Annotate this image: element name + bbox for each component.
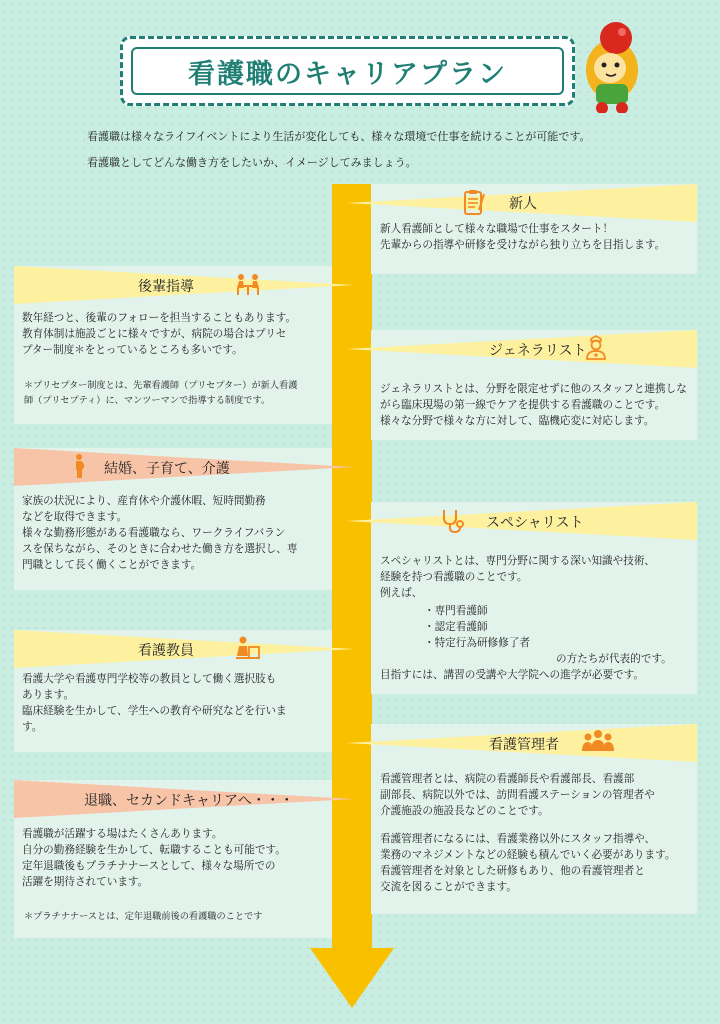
text-taishoku-3: 定年退職後もプラチナナースとして、様々な場所での [22,860,276,872]
text-kanri-4: 看護管理者になるには、看護業務以外にスタッフ指導や、 [380,833,656,845]
intro-line-1: 看護職は様々なライフイベントにより生活が変化しても、様々な環境で仕事を続けることが可能です。 [87,130,591,143]
text-shinjin-1: 新人看護師として様々な職場で仕事をスタート！ [380,223,614,235]
intro-line-2: 看護職としてどんな働き方をしたいか、イメージしてみましょう。 [87,156,417,169]
text-taishoku-2: 自分の勤務経験を生かして、転職することも可能です。 [22,844,286,856]
text-kanri-7: 交流を図ることができます。 [380,881,517,893]
text-kanri-5: 業務のマネジメントなどの経験も積んでいく必要があります。 [380,849,676,861]
list-item-specialist-2: ・認定看護師 [424,621,488,633]
text-specialist-tail: の方たちが代表的です。 [556,653,672,665]
clipboard-icon [460,188,488,216]
meeting-icon [234,270,262,298]
text-kekkon-2: などを取得できます。 [22,511,128,523]
text-generalist-3: 様々な分野で様々な方に対して、臨機応変に対応します。 [380,415,655,427]
stage-label-shinjin: 新人 [509,196,537,212]
text-kekkon-3: 様々な勤務形態がある看護職なら、ワークライフバラン [22,527,286,539]
text-kanri-1: 看護管理者とは、病院の看護師長や看護部長、看護部 [380,773,635,785]
title-box [120,36,575,106]
timeline-arrow-shaft [332,184,372,949]
text-kyoin-3: 臨床経験を生かして、学生への教育や研究などを行いま [22,705,287,717]
text-specialist-last: 目指すには、講習の受講や大学院への進学が必要です。 [380,669,644,681]
stage-label-specialist: スペシャリスト [486,515,584,531]
mascot-illustration [572,18,652,113]
text-taishoku-4: 活躍を期待されています。 [22,876,149,888]
text-specialist-3: 例えば、 [380,587,423,599]
stage-label-kyoin: 看護教員 [138,643,194,659]
note-taishoku: ＊プラチナナースとは、定年退職前後の看護職のことです [24,911,263,922]
text-generalist-1: ジェネラリストとは、分野を限定せずに他のスタッフと連携しな [380,383,687,395]
text-shinjin-2: 先輩からの指導や研修を受けながら独り立ちを目指します。 [380,239,666,251]
text-kanri-3: 介護施設の施設長などのことです。 [380,805,549,817]
stage-label-kouhai: 後輩指導 [138,279,194,295]
title-frame [131,47,564,95]
text-taishoku-1: 看護職が活躍する場はたくさんあります。 [22,828,223,840]
stage-label-generalist: ジェネラリスト [489,343,587,359]
note-kouhai-1: ＊プリセプター制度とは、先輩看護師（プリセプター）が新人看護 [24,380,298,391]
stethoscope-icon [438,507,466,535]
stage-label-kanri: 看護管理者 [489,737,559,753]
pregnant-icon [66,452,94,480]
text-kouhai-2: 教育体制は施設ごとに様々ですが、病院の場合はプリセ [22,328,287,340]
text-kekkon-1: 家族の状況により、産育休や介護休暇、短時間勤務 [22,495,266,507]
teacher-icon [234,634,262,662]
text-kyoin-4: す。 [22,721,43,733]
note-kouhai-2: 師（プリセプティ）に、マンツーマンで指導する制度です。 [24,395,271,406]
stage-label-kekkon: 結婚、子育て、介護 [104,461,230,477]
text-specialist-1: スペシャリストとは、専門分野に関する深い知識や技術、 [380,555,656,567]
text-kouhai-1: 数年経つと、後輩のフォローを担当することもあります。 [22,312,297,324]
page-title: 看護職のキャリアプラン [188,58,507,90]
text-kanri-2: 副部長、病院以外では、訪問看護ステーションの管理者や [380,789,655,801]
text-kyoin-1: 看護大学や看護専門学校等の教員として働く選択肢も [22,673,277,685]
stage-label-taishoku: 退職、セカンドキャリアへ・・・ [84,793,294,809]
text-kekkon-5: 門職として長く働くことができます。 [22,559,202,571]
text-kanri-6: 看護管理者を対象とした研修もあり、他の看護管理者と [380,865,645,877]
text-kouhai-3: プター制度＊をとっているところも多いです。 [22,344,243,356]
group-icon [580,727,616,755]
text-kekkon-4: スを保ちながら、そのときに合わせた働き方を選択し、専 [22,543,298,555]
list-item-specialist-3: ・特定行為研修修了者 [424,637,530,649]
list-item-specialist-1: ・専門看護師 [424,605,488,617]
text-specialist-2: 経験を持つ看護職のことです。 [380,571,528,583]
text-kyoin-2: あります。 [22,689,75,701]
timeline-arrow-head [310,948,394,1008]
text-generalist-2: がら臨床現場の第一線でケアを提供する看護職のことです。 [380,399,666,411]
nurse-icon [582,333,610,361]
